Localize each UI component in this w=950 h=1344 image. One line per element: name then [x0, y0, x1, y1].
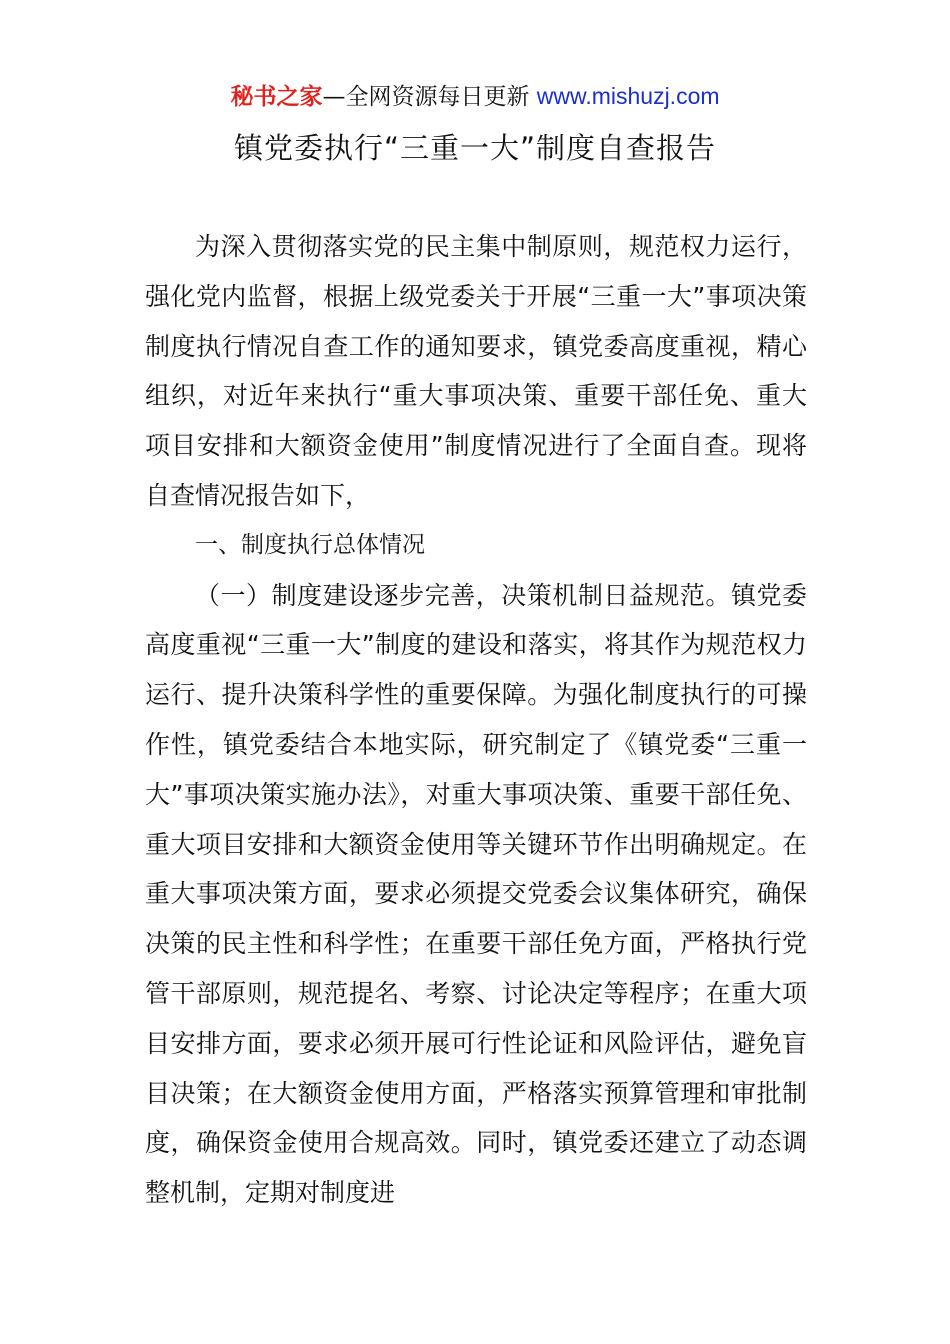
section-heading: 一、制度执行总体情况: [195, 531, 425, 558]
body-paragraph: （一）制度建设逐步完善，决策机制日益规范。镇党委高度重视“三重一大”制度的建设和落实，将其作为规范权力运行、提升决策科学性的重要保障。为强化制度执行的可操作性，镇党委结合本地实际，研究制定了《镇党委“三重一大”事项决策实施办法》，对重大事项决策、重要干部任免、重大项目安排和大额资金使用等关键环节作出明确规定。在重大事项决策方面，要求必须提交党委会议集体研究，确保决策的民主性和科学性；在重要干部任免方面，严格执行党管干部原则，规范提名、考察、讨论决定等程序；在重大项目安排方面，要求必须开展可行性论证和风险评估，避免盲目决策；在大额资金使用方面，严格落实预算管理和审批制度，确保资金使用合规高效。同时，镇党委还建立了动态调整机制，定期对制度进: [145, 580, 807, 1208]
site-url-link[interactable]: www.mishuzj.com: [536, 83, 720, 109]
site-header: [0, 80, 950, 113]
document-title: 镇党委执行“三重一大”制度自查报告: [233, 131, 717, 165]
document-body: [145, 222, 807, 1218]
intro-paragraph: 为深入贯彻落实党的民主集中制原则，规范权力运行，强化党内监督，根据上级党委关于开展“三重一大”事项决策制度执行情况自查工作的通知要求，镇党委高度重视，精心组织，对近年来执行“重大事项决策、重要干部任免、重大项目安排和大额资金使用”制度情况进行了全面自查。现将自查情况报告如下，: [145, 232, 807, 510]
brand-name: 秘书之家: [230, 84, 323, 110]
header-tagline: —全网资源每日更新: [322, 84, 537, 110]
